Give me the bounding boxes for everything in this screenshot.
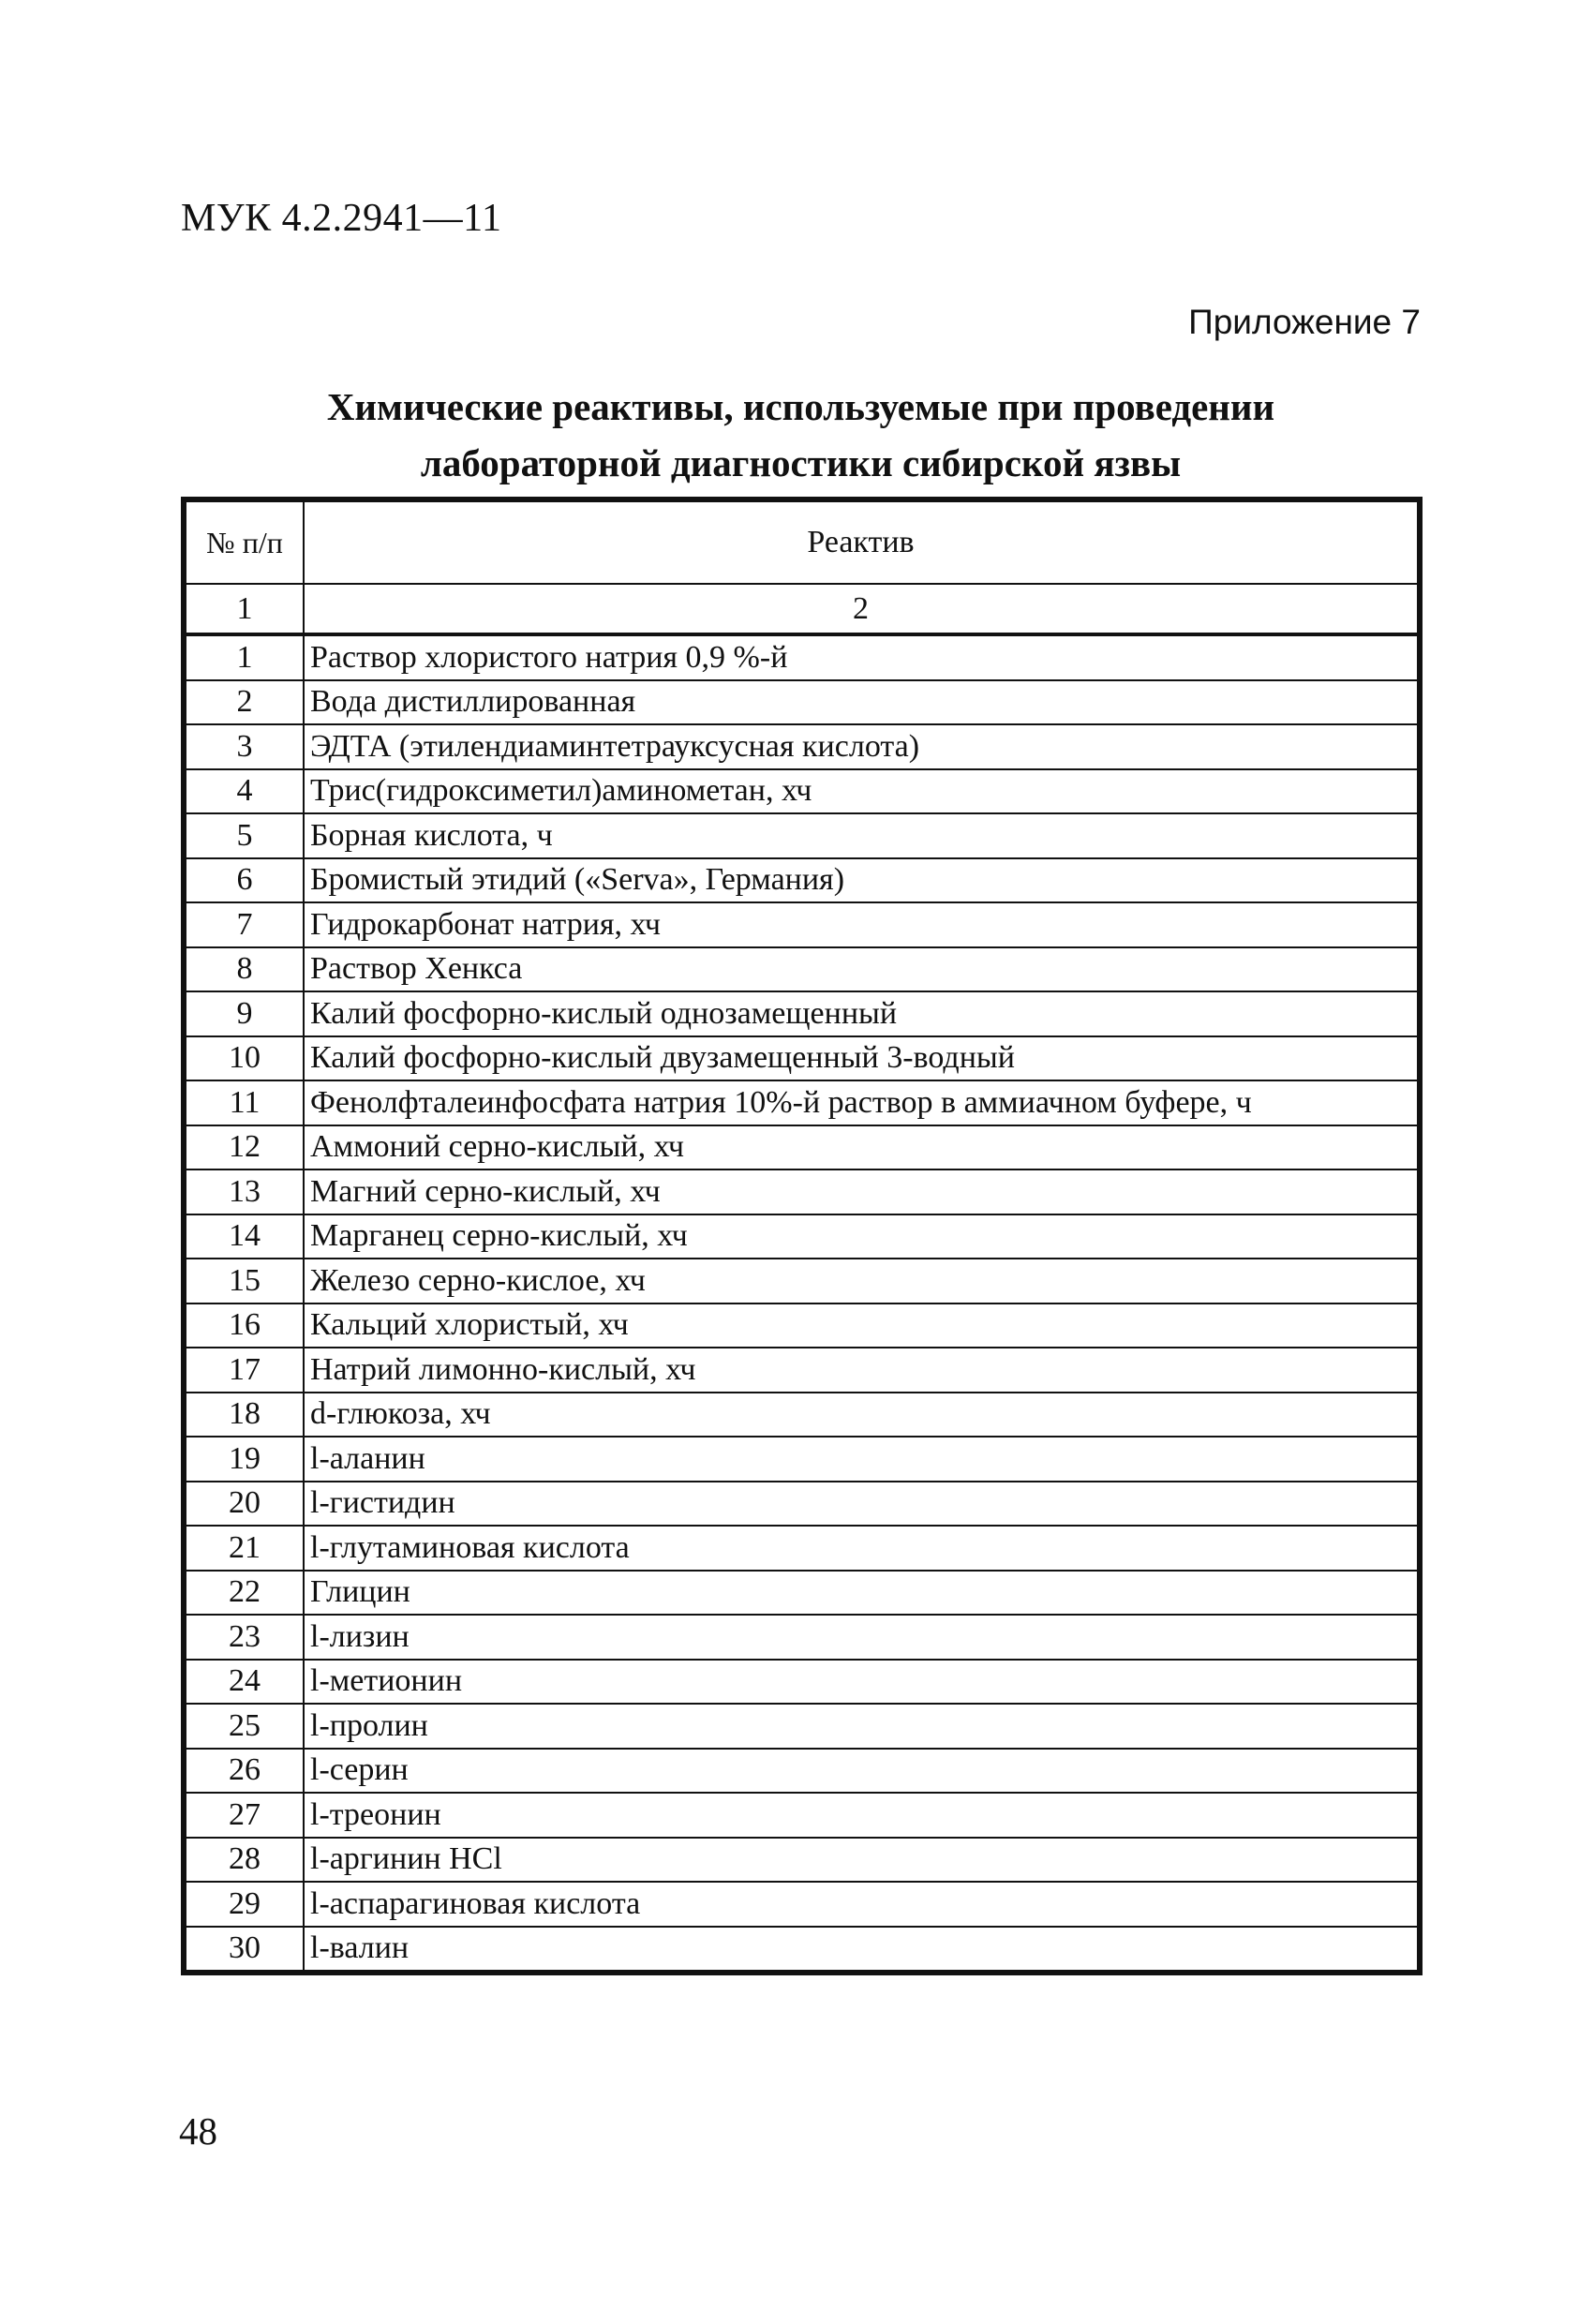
table-row xyxy=(186,1080,1418,1125)
table-row xyxy=(186,813,1418,858)
table-row xyxy=(186,947,1418,992)
row-number: 30 xyxy=(186,1927,304,1972)
reagent-name: Калий фосфорно-кислый двузамещенный 3-водный xyxy=(304,1036,1418,1081)
reagent-name: l-лизин xyxy=(304,1615,1418,1660)
table-row xyxy=(186,769,1418,814)
reagent-name: Вода дистиллированная xyxy=(304,680,1418,725)
row-number: 23 xyxy=(186,1615,304,1660)
reagent-name: l-аргинин HCl xyxy=(304,1838,1418,1883)
reagent-name: Борная кислота, ч xyxy=(304,813,1418,858)
reagent-name: Калий фосфорно-кислый однозамещенный xyxy=(304,991,1418,1036)
row-number: 2 xyxy=(186,680,304,725)
reagent-name: Раствор Хенкса xyxy=(304,947,1418,992)
row-number: 3 xyxy=(186,724,304,769)
reagent-name: Железо серно-кислое, хч xyxy=(304,1259,1418,1304)
table-row xyxy=(186,1526,1418,1571)
table-row xyxy=(186,1571,1418,1616)
table-row xyxy=(186,1660,1418,1705)
page-number: 48 xyxy=(179,2109,217,2153)
table-row xyxy=(186,902,1418,947)
reagent-name: l-треонин xyxy=(304,1793,1418,1838)
document-code: МУК 4.2.2941—11 xyxy=(181,197,502,240)
table-row xyxy=(186,634,1418,680)
reagent-name: Фенолфталеинфосфата натрия 10%-й раствор в аммиачном буфере, ч xyxy=(304,1080,1418,1125)
row-number: 15 xyxy=(186,1259,304,1304)
row-number: 12 xyxy=(186,1125,304,1170)
reagent-name: Магний серно-кислый, хч xyxy=(304,1169,1418,1214)
row-number: 18 xyxy=(186,1393,304,1438)
column-header-reagent: Реактив xyxy=(304,501,1418,584)
row-number: 11 xyxy=(186,1080,304,1125)
reagent-name: Раствор хлористого натрия 0,9 %-й xyxy=(304,634,1418,680)
table-row xyxy=(186,991,1418,1036)
title-line-2: лабораторной диагностики сибирской язвы xyxy=(420,441,1182,484)
reagent-name: l-глутаминовая кислота xyxy=(304,1526,1418,1571)
reagents-table xyxy=(181,497,1423,1975)
row-number: 16 xyxy=(186,1304,304,1348)
row-number: 7 xyxy=(186,902,304,947)
reagent-name: l-аспарагиновая кислота xyxy=(304,1882,1418,1927)
reagent-name: l-пролин xyxy=(304,1704,1418,1749)
row-number: 10 xyxy=(186,1036,304,1081)
row-number: 24 xyxy=(186,1660,304,1705)
row-number: 27 xyxy=(186,1793,304,1838)
reagent-name: l-валин xyxy=(304,1927,1418,1972)
row-number: 22 xyxy=(186,1571,304,1616)
table-row xyxy=(186,1348,1418,1393)
reagent-name: ЭДТА (этилендиаминтетрауксусная кислота) xyxy=(304,724,1418,769)
table-row xyxy=(186,1882,1418,1927)
table-row xyxy=(186,1125,1418,1170)
row-number: 21 xyxy=(186,1526,304,1571)
reagent-name: Кальций хлористый, хч xyxy=(304,1304,1418,1348)
table-row xyxy=(186,1169,1418,1214)
table-row xyxy=(186,1749,1418,1794)
row-number: 4 xyxy=(186,769,304,814)
row-number: 5 xyxy=(186,813,304,858)
column-number-2: 2 xyxy=(304,584,1418,634)
table-row xyxy=(186,1304,1418,1348)
reagent-name: Аммоний серно-кислый, хч xyxy=(304,1125,1418,1170)
reagent-name: Гидрокарбонат натрия, хч xyxy=(304,902,1418,947)
row-number: 13 xyxy=(186,1169,304,1214)
row-number: 20 xyxy=(186,1482,304,1527)
reagent-name: d-глюкоза, хч xyxy=(304,1393,1418,1438)
table-body xyxy=(186,634,1418,1971)
reagent-name: l-гистидин xyxy=(304,1482,1418,1527)
row-number: 29 xyxy=(186,1882,304,1927)
appendix-label: Приложение 7 xyxy=(1188,303,1421,341)
column-header-number: № п/п xyxy=(186,501,304,584)
document-title xyxy=(181,379,1421,491)
table-row xyxy=(186,1793,1418,1838)
reagent-name: Бромистый этидий («Serva», Германия) xyxy=(304,858,1418,903)
row-number: 25 xyxy=(186,1704,304,1749)
row-number: 6 xyxy=(186,858,304,903)
table-row xyxy=(186,858,1418,903)
table-row xyxy=(186,1393,1418,1438)
table-row xyxy=(186,1036,1418,1081)
table-row xyxy=(186,724,1418,769)
table-row xyxy=(186,1259,1418,1304)
table-row xyxy=(186,1615,1418,1660)
column-numbering-row xyxy=(186,584,1418,634)
table-row xyxy=(186,1704,1418,1749)
row-number: 1 xyxy=(186,634,304,680)
table-row xyxy=(186,1927,1418,1972)
table-row xyxy=(186,1214,1418,1259)
title-line-1: Химические реактивы, используемые при проведении xyxy=(326,385,1275,428)
table-row xyxy=(186,1482,1418,1527)
reagent-name: l-метионин xyxy=(304,1660,1418,1705)
table-header-row xyxy=(186,501,1418,584)
reagent-name: l-серин xyxy=(304,1749,1418,1794)
reagent-name: Глицин xyxy=(304,1571,1418,1616)
reagent-name: Трис(гидроксиметил)аминометан, хч xyxy=(304,769,1418,814)
table-row xyxy=(186,680,1418,725)
table-row xyxy=(186,1437,1418,1482)
row-number: 17 xyxy=(186,1348,304,1393)
reagent-name: l-аланин xyxy=(304,1437,1418,1482)
table-row xyxy=(186,1838,1418,1883)
row-number: 9 xyxy=(186,991,304,1036)
row-number: 26 xyxy=(186,1749,304,1794)
reagent-name: Марганец серно-кислый, хч xyxy=(304,1214,1418,1259)
column-number-1: 1 xyxy=(186,584,304,634)
reagent-name: Натрий лимонно-кислый, хч xyxy=(304,1348,1418,1393)
row-number: 28 xyxy=(186,1838,304,1883)
row-number: 19 xyxy=(186,1437,304,1482)
row-number: 14 xyxy=(186,1214,304,1259)
row-number: 8 xyxy=(186,947,304,992)
